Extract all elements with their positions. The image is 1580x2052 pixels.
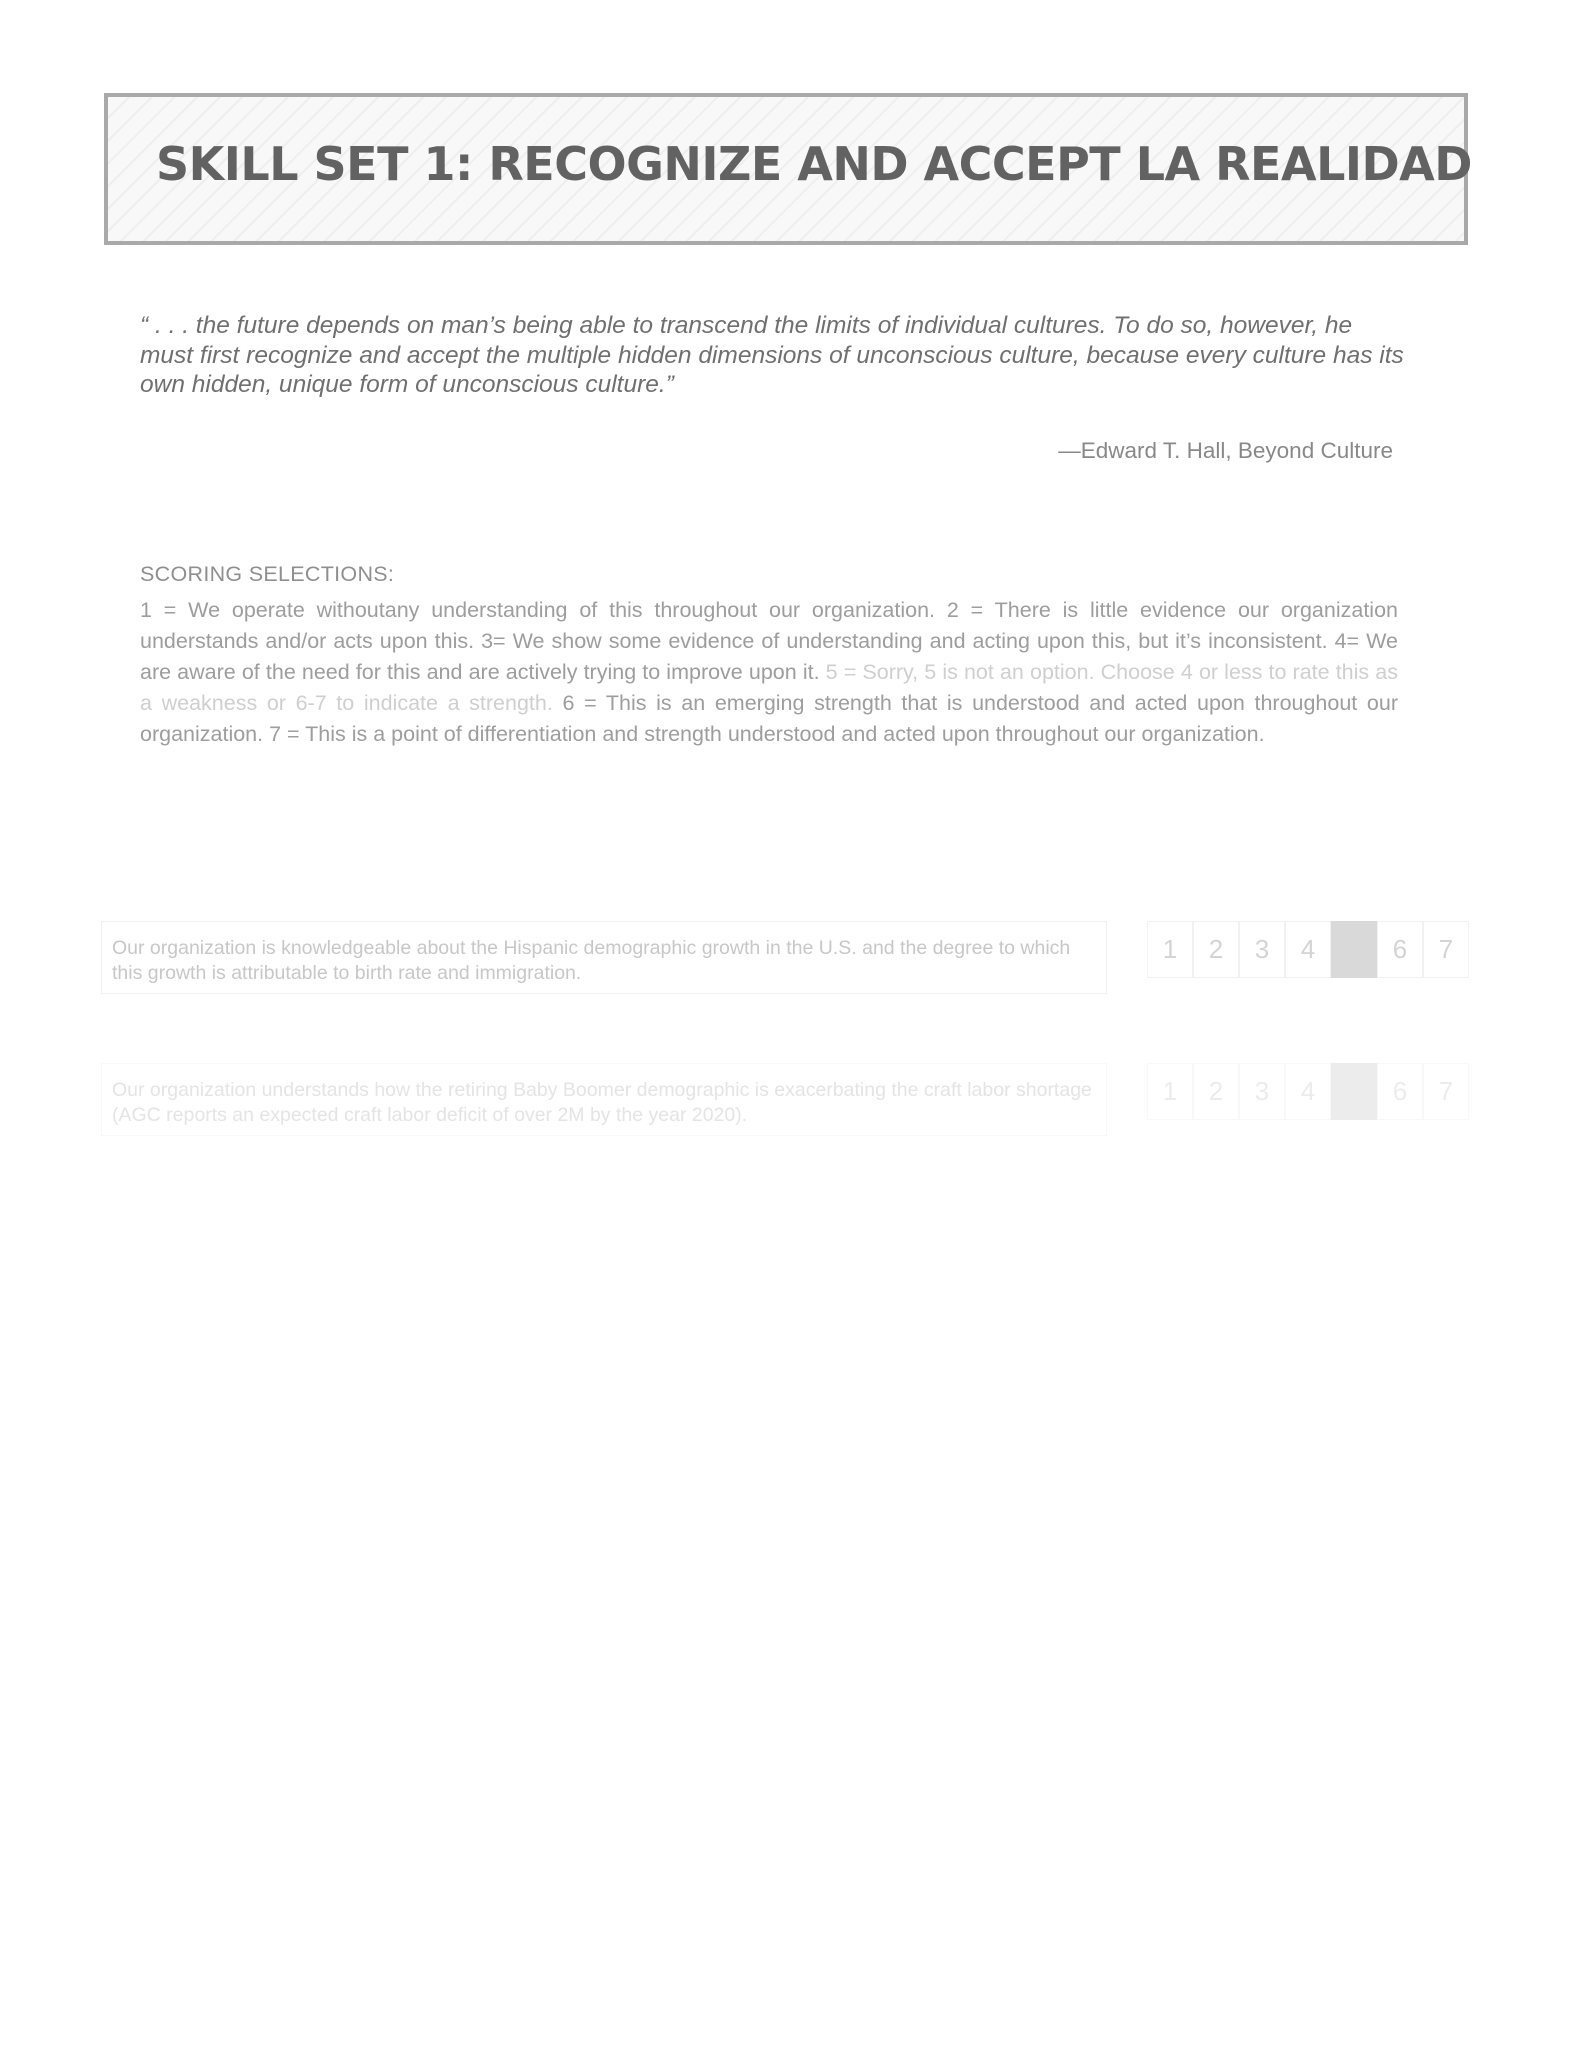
- rating-option-2[interactable]: 2: [1193, 921, 1239, 978]
- rating-option-7[interactable]: 7: [1423, 921, 1469, 978]
- quote-attribution: —Edward T. Hall, Beyond Culture: [1058, 438, 1393, 463]
- rating-option-3[interactable]: 3: [1239, 1063, 1285, 1120]
- scoring-note: 5 = Sorry, 5 is not an option. Choose 4 or less to rate this as a weakness or 6-7 to indicate a strength.: [140, 660, 1398, 715]
- rating-scale-1: [1147, 921, 1469, 978]
- rating-scale-2: [1147, 1063, 1469, 1120]
- rating-option-3[interactable]: 3: [1239, 921, 1285, 978]
- title-banner: [104, 93, 1472, 245]
- scoring-text-part2: 6 = This is an emerging strength that is understood and acted upon throughout our organization. 7 = This is a point of differentiation and strength understood and acted upon throughout our organization.: [140, 691, 1398, 746]
- epigraph-quote: “ . . . the future depends on man’s being able to transcend the limits of individual cultures. To do so, however, he must first recognize and accept the multiple hidden dimensions of unconscious culture, because every culture has its own hidden, unique form of unconscious culture.”: [140, 312, 1404, 398]
- scoring-description: [140, 595, 1398, 750]
- rating-option-2[interactable]: 2: [1193, 1063, 1239, 1120]
- rating-option-4[interactable]: 4: [1285, 921, 1331, 978]
- rating-option-6[interactable]: 6: [1377, 921, 1423, 978]
- question-1: Our organization is knowledgeable about the Hispanic demographic growth in the U.S. and the degree to which this growth is attributable to birth rate and immigration.: [101, 921, 1107, 994]
- question-2: Our organization understands how the retiring Baby Boomer demographic is exacerbating the craft labor shortage (AGC reports an expected craft labor deficit of over 2M by the year 2020).: [101, 1063, 1107, 1136]
- rating-option-1[interactable]: 1: [1147, 1063, 1193, 1120]
- scoring-text-part1: 1 = We operate withoutany understanding of this throughout our organization. 2 = There is little evidence our organization understands and/or acts upon this. 3= We show some evidence of understanding and acting upon this, but it’s inconsistent. 4= We are aware of the need for this and are actively trying to improve upon it.: [140, 598, 1398, 684]
- scoring-heading: SCORING SELECTIONS:: [140, 562, 395, 586]
- rating-option-4[interactable]: 4: [1285, 1063, 1331, 1120]
- rating-option-7[interactable]: 7: [1423, 1063, 1469, 1120]
- rating-option-6[interactable]: 6: [1377, 1063, 1423, 1120]
- page-title: SKILL SET 1: RECOGNIZE AND ACCEPT LA REALIDAD: [156, 137, 1472, 191]
- rating-option-1[interactable]: 1: [1147, 921, 1193, 978]
- rating-option-5-disabled: [1331, 921, 1377, 978]
- rating-option-5-disabled: [1331, 1063, 1377, 1120]
